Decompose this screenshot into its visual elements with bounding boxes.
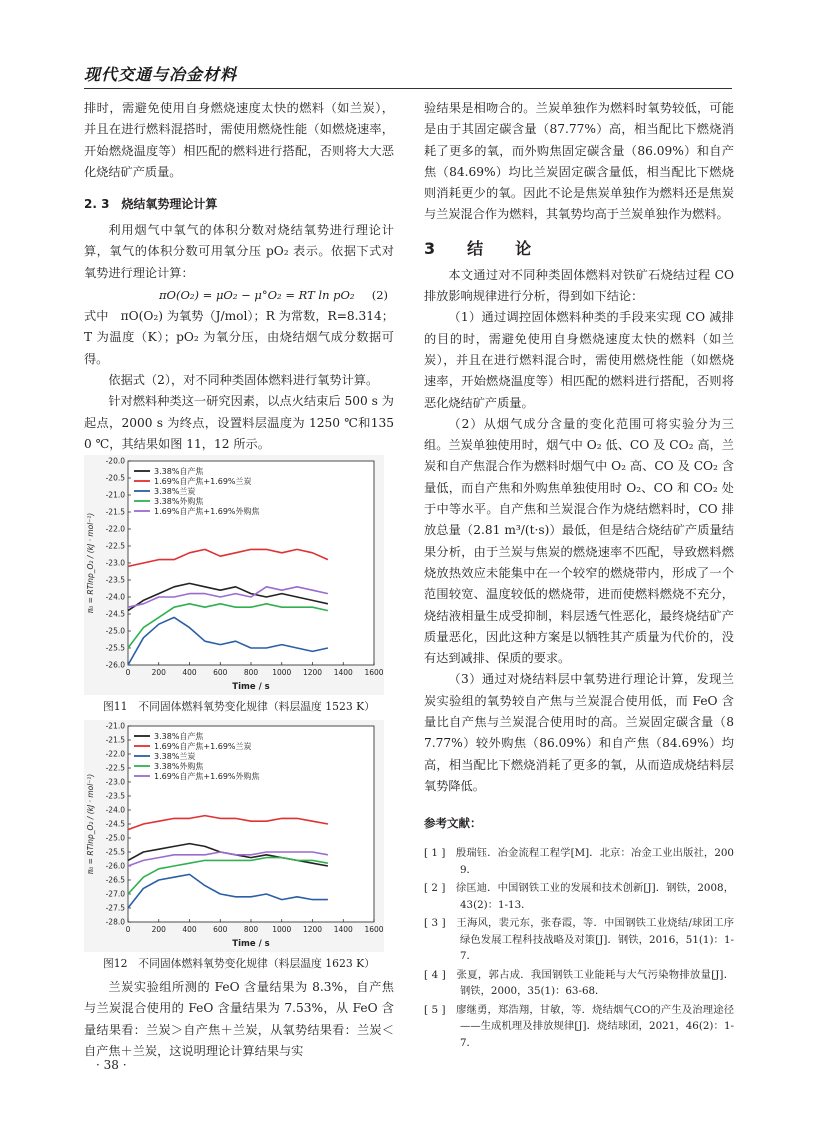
- paragraph: 依据式（2），对不同种类固体燃料进行氧势计算。: [108, 372, 379, 387]
- figure-12-caption: 图12 不同固体燃料氧势变化规律（料层温度 1623 K）: [102, 957, 376, 971]
- section-heading-3: 3 结 论: [424, 238, 540, 258]
- y-tick-label: -21.0: [105, 721, 125, 731]
- legend-label: 3.38%兰炭: [154, 752, 196, 762]
- y-tick-label: -28.0: [105, 917, 125, 927]
- legend-label: 3.38%外购焦: [154, 762, 204, 772]
- y-tick-label: -22.0: [105, 749, 125, 759]
- legend-label: 1.69%自产焦+1.69%兰炭: [154, 742, 252, 752]
- x-tick-label: 1600: [364, 668, 384, 678]
- reference-item: [ 4 ] 张夏，郭占成．我国钢铁工业能耗与大气污染物排放量[J]．钢铁，2000，35(1)：63-68．: [424, 968, 734, 998]
- y-tick-label: -26.5: [105, 875, 125, 885]
- y-tick-label: -27.5: [105, 903, 125, 913]
- x-tick-label: 1400: [333, 668, 353, 678]
- right-column: [424, 98, 734, 1053]
- formula-2: [84, 284, 394, 306]
- x-tick-label: 1000: [272, 925, 292, 935]
- y-axis-label: π₀ = RTlnp_O₂ / (kJ · mol⁻¹): [86, 512, 95, 614]
- y-tick-label: -21.0: [105, 490, 125, 500]
- reference-item: [ 3 ] 王海风，裴元东，张春霞，等．中国钢铁工业烧结/球团工序绿色发展工程科技战略及对策[J]．钢铁，2016，51(1)：1-7．: [424, 917, 734, 963]
- y-tick-label: -25.5: [105, 847, 125, 857]
- reference-list: [424, 845, 734, 1051]
- figure-11-caption: 图11 不同固体燃料氧势变化规律（料层温度 1523 K）: [102, 700, 376, 714]
- legend-label: 1.69%自产焦+1.69%外购焦: [154, 772, 260, 782]
- paragraph: 兰炭实验组所测的 FeO 含量结果为 8.3%，自产焦与兰炭混合使用的 FeO 含量结果为 7.53%，从 FeO 含量结果看：兰炭＞自产焦＋兰炭，从氧势结果看：兰炭＜自产焦＋兰炭，这说明理论计算结果与实: [84, 980, 394, 1059]
- x-tick-label: 0: [125, 925, 131, 935]
- reference-item: [ 2 ] 徐匡迪．中国钢铁工业的发展和技术创新[J]．钢铁，2008，43(2)：1-13．: [424, 882, 734, 911]
- chart-svg: [84, 455, 384, 695]
- formula-text: πO(O₂) = μO₂ − μ°O₂ = RT ln pO₂: [159, 288, 355, 303]
- journal-logo: 现代交通与冶金材料: [84, 65, 238, 84]
- y-tick-label: -26.0: [105, 660, 125, 670]
- reference-item: [ 5 ] 廖继勇，郑浩翔，甘敏，等．烧结烟气CO的产生及治理途径——生成机理及排放规律[J]．烧结球团，2021，46(2)：1-7．: [424, 1003, 734, 1049]
- x-tick-label: 400: [182, 925, 197, 935]
- y-tick-label: -27.0: [105, 889, 125, 899]
- y-tick-label: -24.0: [105, 592, 125, 602]
- left-column: [84, 98, 394, 1062]
- y-tick-label: -23.0: [105, 558, 125, 568]
- paragraph: 式中 πO(O₂) 为氧势（J/mol）；R 为常数，R=8.314；T 为温度（K）；pO₂ 为氧分压，由烧结烟气成分数据可得。: [84, 309, 394, 366]
- y-tick-label: -24.0: [105, 805, 125, 815]
- y-tick-label: -20.0: [105, 456, 125, 466]
- y-tick-label: -23.5: [105, 575, 125, 585]
- y-tick-label: -21.5: [105, 735, 125, 745]
- y-tick-label: -22.5: [105, 541, 125, 551]
- y-tick-label: -25.0: [105, 626, 125, 636]
- y-tick-label: -24.5: [105, 609, 125, 619]
- paragraph: 针对燃料种类这一研究因素，以点火结束后 500 s 为起点，2000 s 为终点，设置料层温度为 1250 ℃和1350 ℃，其结果如图 11，12 所示。: [84, 394, 394, 451]
- legend-label: 3.38%外购焦: [154, 497, 204, 507]
- x-tick-label: 0: [125, 668, 131, 678]
- legend-label: 1.69%自产焦+1.69%兰炭: [154, 477, 252, 487]
- y-tick-label: -20.5: [105, 473, 125, 483]
- header-rule: [84, 88, 732, 89]
- x-tick-label: 200: [151, 668, 166, 678]
- x-tick-label: 1600: [364, 925, 384, 935]
- references-title: 参考文献：: [424, 816, 482, 831]
- y-tick-label: -25.0: [105, 833, 125, 843]
- x-tick-label: 600: [213, 925, 228, 935]
- x-axis-label: Time / s: [232, 682, 270, 693]
- x-tick-label: 1200: [302, 668, 323, 678]
- legend-label: 1.69%自产焦+1.69%外购焦: [154, 507, 260, 517]
- figure-11-chart: [84, 455, 384, 695]
- paragraph: （2）从烟气成分含量的变化范围可将实验分为三组。兰炭单独使用时，烟气中 O₂ 低、CO 及 CO₂ 高，兰炭和自产焦混合作为燃料时烟气中 O₂ 高、CO 及 CO₂ 含量低，而自产焦和外购焦单独使用时 O₂、CO 和 CO₂ 处于中等水平。自产焦和兰炭混合作为烧结燃料时，CO 排放总量（2.81 m³/(t·s)）最低，但是结合烧结矿产质量结果分析，由于兰炭与焦炭的燃烧速率不匹配，导致燃料燃烧放热效应未能集中在一个较窄的燃烧带内，形成了一个范围较宽、温度较低的燃烧带，进而使燃料燃烧不充分，烧结液相量生成受抑制，料层透气性恶化，最终烧结矿产质量恶化，因此这种方案是以牺牲其产质量为代价的，没有达到减排、保质的要求。: [424, 416, 734, 666]
- equation-number: (2): [371, 288, 388, 303]
- x-tick-label: 200: [151, 925, 166, 935]
- x-tick-label: 1200: [302, 925, 323, 935]
- legend-label: 3.38%自产焦: [154, 467, 204, 477]
- y-tick-label: -24.5: [105, 819, 125, 829]
- y-tick-label: -25.5: [105, 643, 125, 653]
- paragraph: 利用烟气中氧气的体积分数对烧结氧势进行理论计算，氧气的体积分数可用氧分压 pO₂ 表示。依据下式对氧势进行理论计算：: [84, 223, 394, 280]
- section-heading-2-3: 2. 3 烧结氧势理论计算: [84, 197, 218, 212]
- y-tick-label: -21.5: [105, 507, 125, 517]
- y-tick-label: -22.5: [105, 763, 125, 773]
- x-tick-label: 800: [243, 668, 259, 678]
- x-tick-label: 600: [213, 668, 228, 678]
- legend-label: 3.38%自产焦: [154, 732, 204, 742]
- x-tick-label: 1000: [272, 668, 292, 678]
- reference-item: [ 1 ] 殷瑞钰．冶金流程工程学[M]．北京：冶金工业出版社，2009．: [424, 847, 734, 876]
- y-tick-label: -26.0: [105, 861, 125, 871]
- y-tick-label: -23.5: [105, 791, 125, 801]
- paragraph: （3）通过对烧结料层中氧势进行理论计算，发现兰炭实验组的氧势较自产焦与兰炭混合使用低，而 FeO 含量比自产焦与兰炭混合使用时的高。兰炭固定碳含量（87.77%）较外购焦（86.09%）和自产焦（84.69%）均高，相当配比下燃烧消耗了更多的氧，从而造成烧结料层氧势降低。: [424, 672, 734, 793]
- chart-svg: [84, 720, 384, 952]
- y-tick-label: -23.0: [105, 777, 125, 787]
- x-tick-label: 400: [182, 668, 197, 678]
- page-number: · 38 ·: [96, 1058, 127, 1072]
- paragraph: 验结果是相吻合的。兰炭单独作为燃料时氧势较低，可能是由于其固定碳含量（87.77%）高，相当配比下燃烧消耗了更多的氧，而外购焦固定碳含量（86.09%）和自产焦（84.69%）均比兰炭固定碳含量低，相当配比下燃烧则消耗更少的氧。因此不论是焦炭单独作为燃料还是焦炭与兰炭混合作为燃料，其氧势均高于兰炭单独作为燃料。: [424, 101, 734, 222]
- paragraph: （1）通过调控固体燃料种类的手段来实现 CO 减排的目的时，需避免使用自身燃烧速度太快的燃料（如兰炭），并且在进行燃料混合时，需使用燃烧性能（如燃烧速率，开始燃烧温度等）相匹配的燃料进行搭配，否则将恶化烧结矿产质量。: [424, 310, 734, 410]
- x-tick-label: 1400: [333, 925, 353, 935]
- paragraph: 排时，需避免使用自身燃烧速度太快的燃料（如兰炭），并且在进行燃料混搭时，需使用燃烧性能（如燃烧速率，开始燃烧温度等）相匹配的燃料进行搭配，否则将大大恶化烧结矿产质量。: [84, 101, 394, 179]
- y-tick-label: -22.0: [105, 524, 125, 534]
- figure-12-chart: [84, 720, 384, 952]
- y-axis-label: π₀ = RTlnp_O₂ / (kJ · mol⁻¹): [86, 773, 95, 875]
- paragraph: 本文通过对不同种类固体燃料对铁矿石烧结过程 CO 排放影响规律进行分析，得到如下结论：: [424, 267, 734, 304]
- x-tick-label: 800: [243, 925, 259, 935]
- x-axis-label: Time / s: [232, 939, 270, 950]
- legend-label: 3.38%兰炭: [154, 487, 196, 497]
